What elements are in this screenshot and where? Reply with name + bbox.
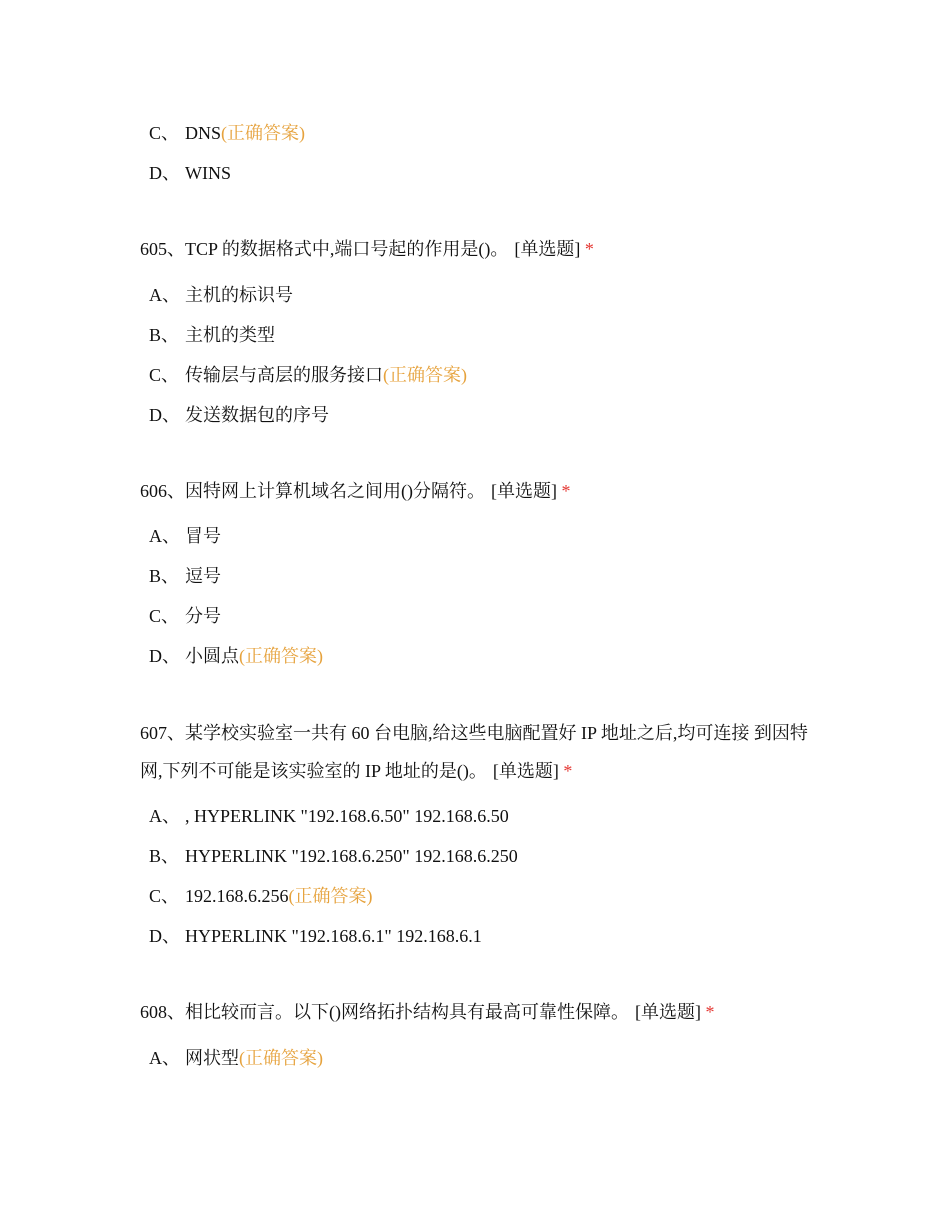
question-605 [140, 230, 820, 268]
option-item [149, 563, 221, 589]
option-letter: C、 [149, 886, 180, 906]
question-type: [单选题] [491, 481, 557, 501]
option-letter: C、 [149, 123, 180, 143]
correct-answer-marker: (正确答案) [239, 646, 323, 666]
option-item [149, 160, 231, 186]
option-letter: D、 [149, 926, 180, 946]
option-letter: A、 [149, 806, 180, 826]
option-letter: C、 [149, 606, 180, 626]
option-text: 传输层与高层的服务接口 [185, 365, 383, 385]
option-letter: B、 [149, 846, 180, 866]
option-item [149, 362, 467, 388]
option-text: HYPERLINK "192.168.6.250" 192.168.6.250 [185, 846, 518, 866]
option-letter: C、 [149, 365, 180, 385]
question-608 [140, 993, 820, 1031]
option-text: 冒号 [185, 526, 221, 546]
option-text: 网状型 [185, 1048, 239, 1068]
option-item [149, 643, 323, 669]
option-text: 192.168.6.256 [185, 886, 289, 906]
option-item [149, 402, 329, 428]
required-marker: * [705, 1002, 715, 1022]
question-number: 607、 [140, 723, 185, 743]
option-text: , HYPERLINK "192.168.6.50" 192.168.6.50 [185, 806, 509, 826]
option-item [149, 843, 518, 869]
question-text: 因特网上计算机域名之间用()分隔符。 [185, 481, 485, 501]
question-text: 某学校实验室一共有 60 台电脑,给这些电脑配置好 IP 地址之后,均可连接 到因特网,下列不可能是该实验室的 IP 地址的是()。 [140, 723, 808, 781]
option-letter: A、 [149, 285, 180, 305]
question-607 [140, 714, 820, 790]
correct-answer-marker: (正确答案) [288, 886, 373, 906]
option-letter: D、 [149, 646, 180, 666]
option-text: DNS [185, 123, 222, 143]
option-text: 主机的标识号 [185, 285, 293, 305]
question-number: 605、 [140, 239, 185, 259]
question-number: 606、 [140, 481, 185, 501]
question-text: TCP 的数据格式中,端口号起的作用是()。 [185, 239, 509, 259]
option-item [149, 803, 509, 829]
option-item [149, 322, 275, 348]
option-item [149, 1045, 323, 1071]
option-text: 分号 [185, 606, 221, 626]
option-text: 逗号 [185, 566, 221, 586]
required-marker: * [561, 481, 571, 501]
option-item [149, 923, 482, 949]
option-letter: D、 [149, 163, 180, 183]
question-type: [单选题] [514, 239, 581, 259]
question-type: [单选题] [635, 1002, 701, 1022]
option-item [149, 282, 293, 308]
option-letter: A、 [149, 526, 180, 546]
option-text: WINS [185, 163, 231, 183]
option-item [149, 883, 373, 909]
question-text: 相比较而言。以下()网络拓扑结构具有最高可靠性保障。 [185, 1002, 629, 1022]
option-item [149, 603, 221, 629]
question-type: [单选题] [492, 761, 559, 781]
option-text: HYPERLINK "192.168.6.1" 192.168.6.1 [185, 926, 482, 946]
option-letter: B、 [149, 566, 180, 586]
correct-answer-marker: (正确答案) [239, 1048, 323, 1068]
option-item [149, 120, 305, 146]
correct-answer-marker: (正确答案) [221, 123, 306, 143]
question-number: 608、 [140, 1002, 185, 1022]
option-text: 发送数据包的序号 [185, 405, 329, 425]
required-marker: * [584, 239, 594, 259]
correct-answer-marker: (正确答案) [383, 365, 467, 385]
option-text: 主机的类型 [185, 325, 275, 345]
option-item [149, 523, 221, 549]
question-606 [140, 472, 820, 510]
option-letter: D、 [149, 405, 180, 425]
option-letter: B、 [149, 325, 180, 345]
option-letter: A、 [149, 1048, 180, 1068]
required-marker: * [563, 761, 573, 781]
option-text: 小圆点 [185, 646, 239, 666]
